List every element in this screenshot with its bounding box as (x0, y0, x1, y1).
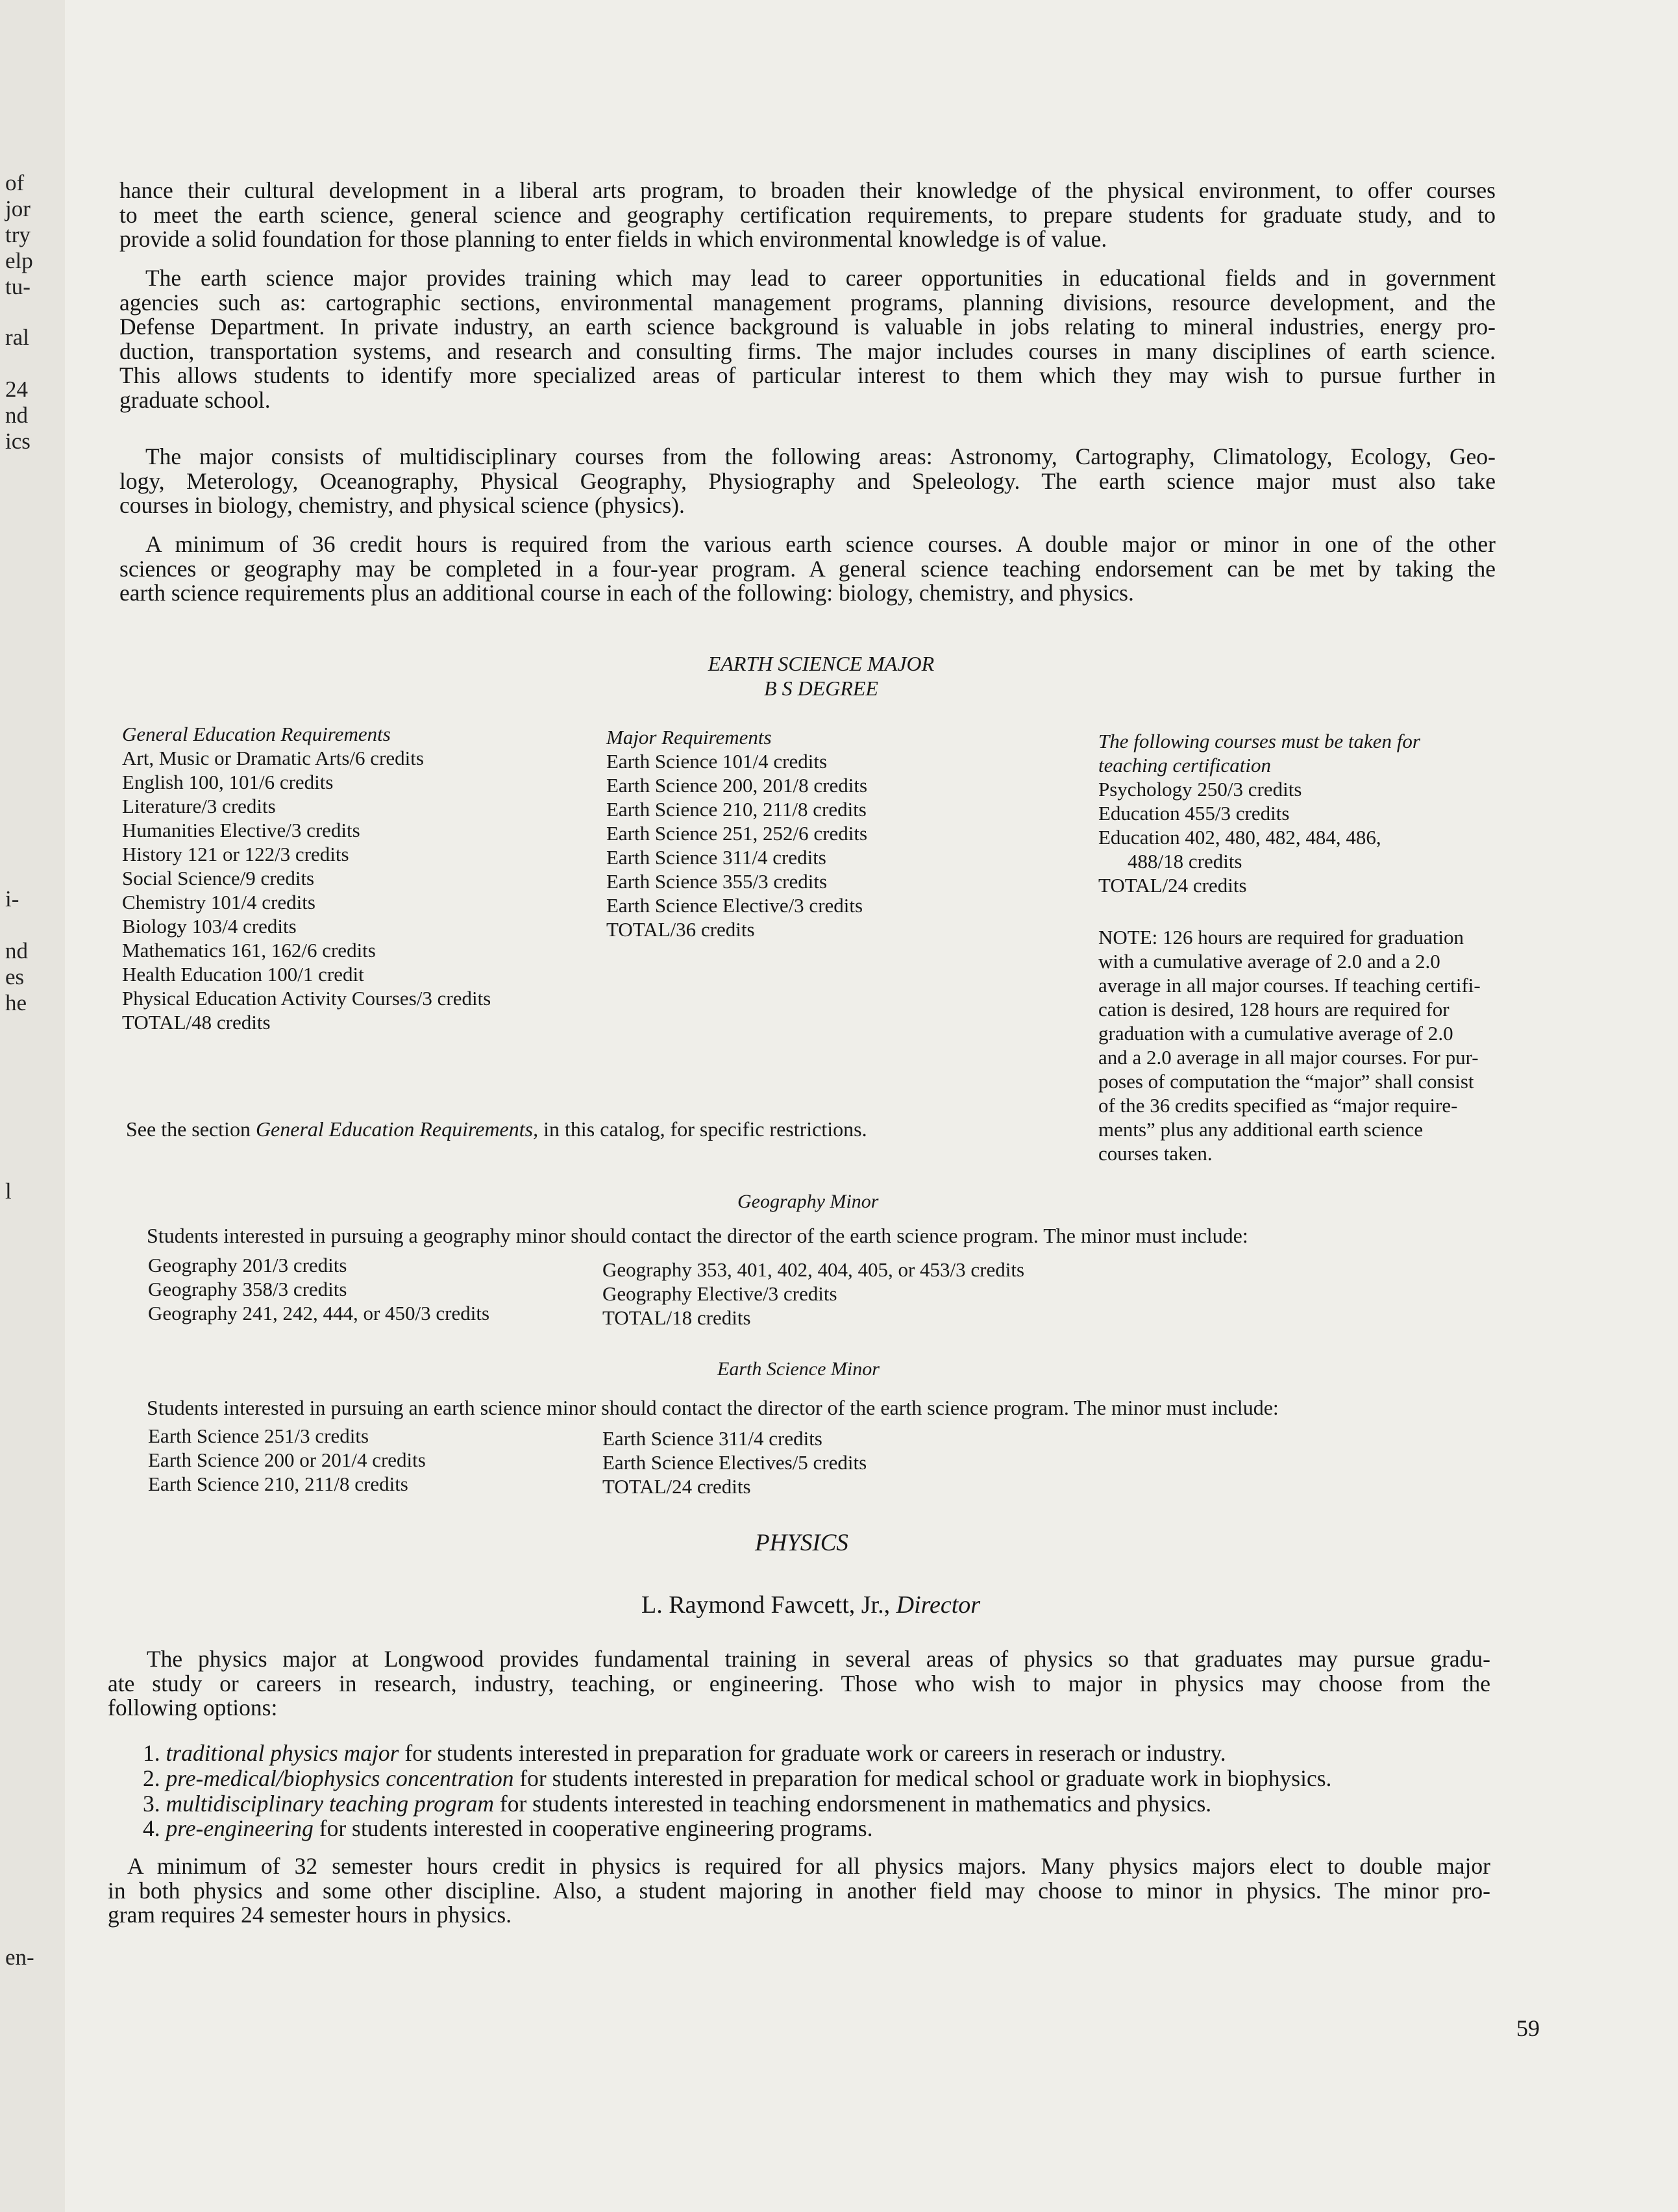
text-line: A minimum of 36 credit hours is required from the various earth science courses. A double major or minor in one of the other (145, 531, 1496, 557)
text-line: The earth science major provides training which may lead to career opportunities in educational fields and in government (145, 265, 1496, 291)
list-item: Earth Science 210, 211/8 credits (606, 798, 867, 821)
prev-page-fragment: i- (5, 886, 19, 912)
prev-page-fragment: ral (5, 325, 29, 350)
option-name: pre-medical/biophysics concentration (166, 1765, 514, 1791)
prev-page-fragment: nd (5, 403, 28, 428)
note-line: poses of computation the “major” shall consist (1098, 1070, 1474, 1093)
text-line: gram requires 24 semester hours in physics. (108, 1902, 512, 1928)
list-item: History 121 or 122/3 credits (122, 843, 349, 865)
list-item: Earth Science 210, 211/8 credits (148, 1473, 408, 1495)
list-item: TOTAL/24 credits (602, 1475, 751, 1498)
text-line: ate study or careers in research, industry, teaching, or engineering. Those who wish to major in physics may choose from the (108, 1670, 1490, 1696)
text-line: duction, transportation systems, and research and consulting firms. The major includes courses in many disciplines of earth science. (119, 338, 1496, 364)
option-name: traditional physics major (166, 1740, 399, 1766)
list-item: Literature/3 credits (122, 795, 276, 817)
intro-paragraph-2 (119, 266, 1496, 412)
text-line: logy, Meterology, Oceanography, Physical Geography, Physiography and Speleology. The earth science major must also take (119, 467, 1496, 494)
list-item: Humanities Elective/3 credits (122, 819, 360, 841)
earth-science-minor-heading: Earth Science Minor (717, 1358, 880, 1380)
text-line: courses in biology, chemistry, and physical science (physics). (119, 492, 685, 518)
earth-science-minor-left (148, 1424, 426, 1496)
list-item: Chemistry 101/4 credits (122, 891, 315, 913)
prev-page-fragment: try (5, 222, 31, 247)
major-requirements (606, 725, 867, 941)
physics-option (143, 1816, 872, 1841)
text-line: The major consists of multidisciplinary courses from the following areas: Astronomy, Cartography, Climatology, Ecology, Geo- (145, 443, 1496, 469)
prev-page-fragment: 24 (5, 377, 28, 402)
text-line: to meet the earth science, general science and geography certification requirements, to prepare students for graduate study, and to (119, 201, 1496, 228)
director-name: L. Raymond Fawcett, Jr., (641, 1591, 891, 1619)
list-item: Earth Science 101/4 credits (606, 750, 828, 773)
note-line: cation is desired, 128 hours are required for (1098, 998, 1450, 1021)
cert-heading-line2: teaching certification (1098, 754, 1272, 777)
list-item: Mathematics 161, 162/6 credits (122, 939, 376, 962)
physics-title: PHYSICS (755, 1530, 848, 1556)
prev-page-fragment: en- (5, 1945, 34, 1970)
option-number: 4. (143, 1815, 160, 1841)
intro-paragraph-3 (119, 445, 1496, 518)
option-name: multidisciplinary teaching program (166, 1791, 495, 1817)
prev-page-fragment: tu- (5, 274, 31, 299)
major-req-heading: Major Requirements (606, 726, 772, 749)
text-line: following options: (108, 1695, 278, 1721)
text-line: graduate school. (119, 386, 271, 413)
list-item: Biology 103/4 credits (122, 915, 297, 938)
list-item: Physical Education Activity Courses/3 credits (122, 987, 491, 1010)
text-line: earth science requirements plus an additional course in each of the following: biology, chemistry, and physics. (119, 580, 1134, 606)
cert-heading-line1: The following courses must be taken for (1098, 730, 1420, 752)
prev-page-fragment: l (5, 1178, 12, 1204)
list-item: Geography 358/3 credits (148, 1278, 347, 1300)
director-title: Director (896, 1591, 981, 1619)
list-item: Geography Elective/3 credits (602, 1282, 837, 1305)
list-item: Earth Science 200 or 201/4 credits (148, 1448, 426, 1471)
option-desc: for students interested in cooperative engineering programs. (313, 1815, 873, 1841)
prev-page-fragment: he (5, 990, 27, 1015)
option-desc: for students interested in preparation for graduate work or careers in reserach or industry. (399, 1740, 1226, 1766)
option-desc: for students interested in preparation for medical school or graduate work in biophysics. (513, 1765, 1332, 1791)
text-line: hance their cultural development in a liberal arts program, to broaden their knowledge of the physical environment, to offer courses (119, 177, 1496, 203)
geography-minor-heading: Geography Minor (737, 1191, 879, 1212)
list-item: Education 402, 480, 482, 484, 486, (1098, 826, 1381, 849)
note-line: graduation with a cumulative average of 2.0 (1098, 1022, 1453, 1045)
physics-paragraph-1 (108, 1647, 1490, 1721)
note-line: and a 2.0 average in all major courses. For pur- (1098, 1046, 1479, 1069)
geography-minor-left (148, 1253, 489, 1325)
text-line: The physics major at Longwood provides fundamental training in several areas of physics so that graduates may pursue gradu- (147, 1646, 1490, 1672)
list-item: Health Education 100/1 credit (122, 963, 364, 986)
option-number: 1. (143, 1740, 160, 1766)
see-section-note (126, 1117, 867, 1141)
geography-minor-right (602, 1258, 1024, 1330)
text-line: This allows students to identify more specialized areas of particular interest to them which they may wish to pursue further in (119, 362, 1496, 388)
list-item: Earth Science 251, 252/6 credits (606, 822, 868, 845)
physics-director (641, 1591, 980, 1619)
text-line: A minimum of 32 semester hours credit in physics is required for all physics majors. Many physics majors elect to double major (127, 1853, 1490, 1879)
list-item: Geography 241, 242, 444, or 450/3 credits (148, 1302, 490, 1324)
option-name: pre-engineering (166, 1815, 314, 1841)
prev-page-fragment: elp (5, 248, 33, 273)
physics-option (143, 1791, 1211, 1816)
list-item: English 100, 101/6 credits (122, 771, 334, 793)
list-item: Geography 353, 401, 402, 404, 405, or 453/3 credits (602, 1258, 1025, 1281)
list-item: Earth Science 251/3 credits (148, 1424, 369, 1447)
list-item: TOTAL/48 credits (122, 1011, 271, 1034)
list-item: Art, Music or Dramatic Arts/6 credits (122, 747, 424, 769)
major-heading-line1: EARTH SCIENCE MAJOR (708, 652, 935, 675)
list-item: 488/18 credits (1128, 850, 1242, 873)
list-item: Earth Science 311/4 credits (606, 846, 826, 869)
note-line: courses taken. (1098, 1142, 1213, 1165)
earth-science-minor-intro: Students interested in pursuing an earth science minor should contact the director of the earth science program. The minor must include: (147, 1396, 1279, 1419)
catalog-page (65, 0, 1678, 2212)
geography-minor-intro: Students interested in pursuing a geography minor should contact the director of the earth science program. The minor must include: (147, 1224, 1248, 1247)
note-line: of the 36 credits specified as “major require- (1098, 1094, 1458, 1117)
gen-ed-requirements (122, 722, 491, 1034)
previous-page-edge (0, 0, 65, 2212)
list-item: Psychology 250/3 credits (1098, 778, 1302, 801)
intro-paragraph-1 (119, 179, 1496, 252)
see-section-pre: See the section (126, 1117, 256, 1141)
intro-paragraph-4 (119, 532, 1496, 606)
physics-option (143, 1766, 1331, 1791)
option-number: 3. (143, 1791, 160, 1817)
prev-page-fragment: of (5, 170, 25, 195)
see-section-italic: General Education Requirements, (255, 1117, 539, 1141)
list-item: Education 455/3 credits (1098, 802, 1290, 825)
list-item: Earth Science Electives/5 credits (602, 1451, 867, 1474)
list-item: Social Science/9 credits (122, 867, 315, 889)
text-line: Defense Department. In private industry, an earth science background is valuable in jobs relating to mineral industries, energy pro- (119, 314, 1496, 340)
graduation-note (1098, 925, 1582, 1165)
note-line: ments” plus any additional earth science (1098, 1118, 1424, 1141)
gen-ed-heading: General Education Requirements (122, 723, 391, 745)
note-line: average in all major courses. If teaching certifi- (1098, 974, 1481, 997)
major-heading-line2: B S DEGREE (764, 677, 878, 700)
note-line: with a cumulative average of 2.0 and a 2.0 (1098, 950, 1440, 973)
text-line: sciences or geography may be completed in a four-year program. A general science teaching endorsement can be met by taking the (119, 555, 1496, 582)
prev-page-fragment: ics (5, 429, 31, 454)
note-line: NOTE: 126 hours are required for graduation (1098, 926, 1464, 949)
list-item: Geography 201/3 credits (148, 1254, 347, 1276)
text-line: agencies such as: cartographic sections, environmental management programs, planning divisions, resource development, and the (119, 289, 1496, 316)
certification-requirements (1098, 729, 1420, 897)
major-heading (685, 651, 957, 701)
list-item: Earth Science 311/4 credits (602, 1427, 822, 1450)
prev-page-fragment: es (5, 964, 25, 989)
see-section-post: in this catalog, for specific restrictions. (538, 1117, 867, 1141)
physics-option (143, 1741, 1226, 1765)
list-item: Earth Science 355/3 credits (606, 870, 828, 893)
prev-page-fragment: jor (5, 196, 31, 221)
list-item: TOTAL/18 credits (602, 1306, 751, 1329)
list-item: Earth Science 200, 201/8 credits (606, 774, 868, 797)
option-number: 2. (143, 1765, 160, 1791)
list-item: TOTAL/24 credits (1098, 874, 1247, 897)
option-desc: for students interested in teaching endorsmenent in mathematics and physics. (494, 1791, 1212, 1817)
text-line: in both physics and some other discipline. Also, a student majoring in another field may choose to minor in physics. The minor pro- (108, 1877, 1490, 1904)
list-item: TOTAL/36 credits (606, 918, 755, 941)
prev-page-fragment: nd (5, 938, 28, 963)
text-line: provide a solid foundation for those planning to enter fields in which environmental knowledge is of value. (119, 226, 1107, 252)
physics-paragraph-2 (108, 1854, 1490, 1928)
list-item: Earth Science Elective/3 credits (606, 894, 863, 917)
page-number: 59 (1516, 2015, 1540, 2041)
earth-science-minor-right (602, 1426, 867, 1498)
